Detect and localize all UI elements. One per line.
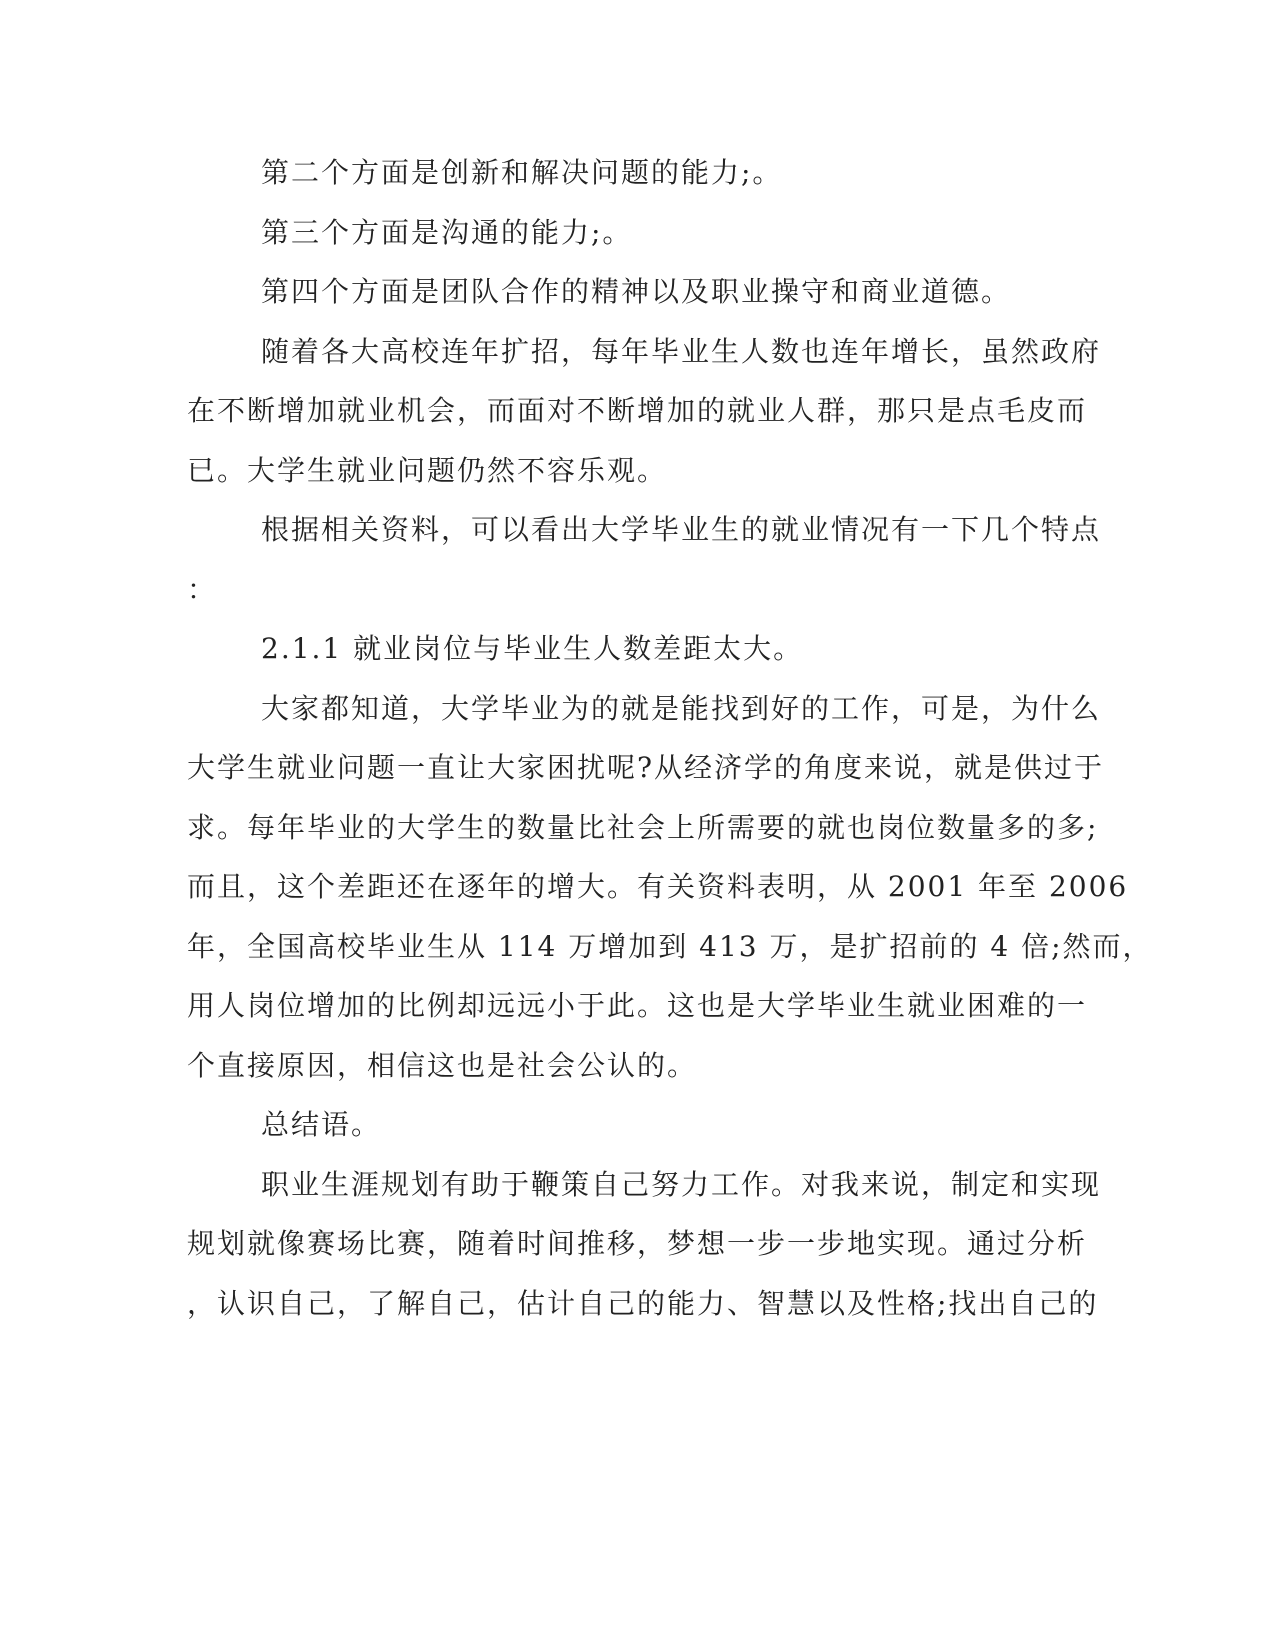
text-line: 根据相关资料，可以看出大学毕业生的就业情况有一下几个特点 — [261, 513, 1102, 546]
section-heading: 总结语。 — [261, 1108, 382, 1141]
text-line: 求。每年毕业的大学生的数量比社会上所需要的就也岗位数量多的多; — [187, 810, 1099, 844]
body-text — [187, 143, 1153, 1333]
text-line: 用人岗位增加的比例却远远小于此。这也是大学毕业生就业困难的一 — [187, 989, 1088, 1022]
text-line: 在不断增加就业机会，而面对不断增加的就业人群，那只是点毛皮而 — [187, 394, 1088, 427]
text-line: ，认识自己，了解自己，估计自己的能力、智慧以及性格;找出自己的 — [187, 1286, 1099, 1320]
text-line: ： — [187, 572, 218, 606]
text-line: 第四个方面是团队合作的精神以及职业操守和商业道德。 — [261, 275, 1012, 308]
text-line: 而且，这个差距还在逐年的增大。有关资料表明，从 2001 年至 2006 — [187, 870, 1129, 903]
text-line: 已。大学生就业问题仍然不容乐观。 — [187, 453, 668, 487]
text-line: 年，全国高校毕业生从 114 万增加到 413 万，是扩招前的 4 倍;然而， — [187, 929, 1153, 963]
text-line: 职业生涯规划有助于鞭策自己努力工作。对我来说，制定和实现 — [261, 1167, 1102, 1201]
text-line: 随着各大高校连年扩招，每年毕业生人数也连年增长，虽然政府 — [261, 334, 1102, 368]
text-line: 大学生就业问题一直让大家困扰呢?从经济学的角度来说，就是供过于 — [187, 751, 1105, 784]
section-heading: 2.1.1 就业岗位与毕业生人数差距太大。 — [261, 632, 804, 665]
text-line: 第二个方面是创新和解决问题的能力;。 — [261, 156, 783, 189]
text-line: 第三个方面是沟通的能力;。 — [261, 215, 633, 249]
text-line: 规划就像赛场比赛，随着时间推移，梦想一步一步地实现。通过分析 — [187, 1227, 1088, 1260]
text-line: 大家都知道，大学毕业为的就是能找到好的工作，可是，为什么 — [261, 691, 1102, 725]
text-line: 个直接原因，相信这也是社会公认的。 — [187, 1048, 698, 1082]
